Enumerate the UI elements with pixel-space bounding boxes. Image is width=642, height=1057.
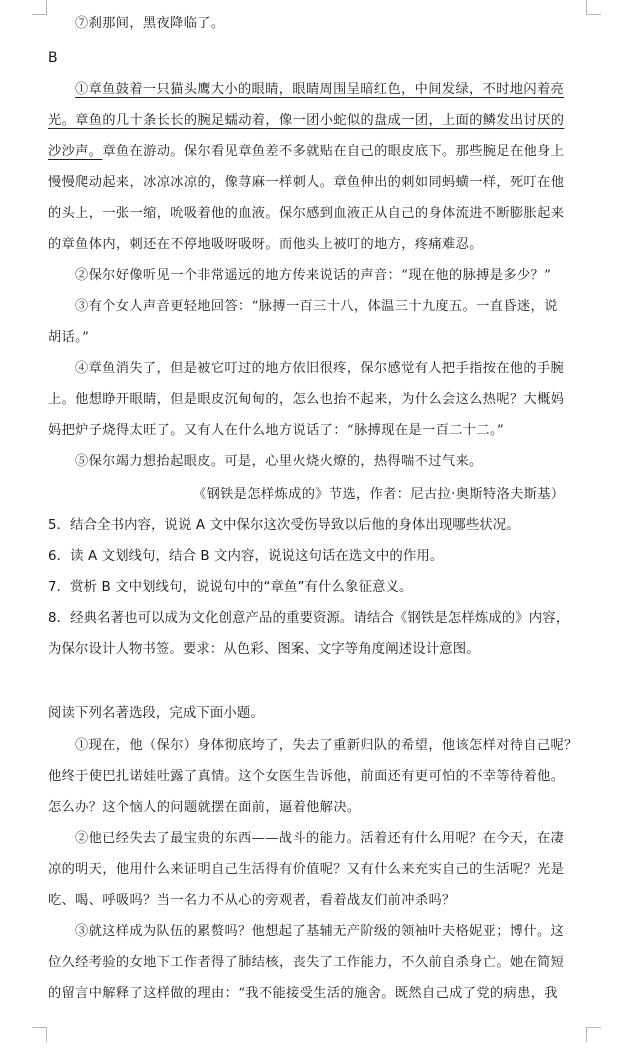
next-p1-line-1: ①现在，他（保尔）身体彻底垮了，失去了重新归队的希望，他该怎样对待自己呢？ [75,738,578,753]
next-p3-line-1: ③就这样成为队伍的累赘吗？他想起了基辅无产阶级的领袖叶夫格妮亚；博什。这 [75,924,565,939]
passage-b-p1-line-3 [48,142,564,162]
passage-b-p1-line-2: 光。章鱼的几十条长长的腕足蠕动着，像一团小蛇似的盘成一团，上面的鳞发出讨厌的 [48,113,565,128]
question-5: 5．结合全书内容，说说 A 文中保尔这次受伤导致以后他的身体出现哪些状况。 [48,518,520,533]
passage-b-p1-line-1: ①章鱼鼓着一只猫头鹰大小的眼睛，眼睛周围呈暗红色，中间发绿，不时地闪着亮 [75,82,565,97]
page-corner-mark-bottom-right [586,1027,601,1042]
passage-b-p4-line-3: 妈把炉子烧得太旺了。又有人在什么地方说话了：“脉搏现在是一百二十二。” [48,423,505,438]
passage-b-paragraph-5: ⑤保尔竭力想抬起眼皮。可是，心里火烧火燎的，热得喘不过气来。 [75,454,483,469]
passage-b-source: 《钢铁是怎样炼成的》节选，作者：尼古拉·奥斯特洛夫斯基） [193,487,565,502]
page-corner-mark-top-left [32,0,47,15]
next-p2-line-3: 吃、喝、呼吸吗？当一名力不从心的旁观者，看着战友们前冲杀吗？ [48,893,456,908]
section-instruction: 阅读下列名著选段，完成下面小题。 [48,706,264,721]
passage-b-p3-line-1: ③有个女人声音更轻地回答：“脉搏一百三十八，体温三十九度五。一直昏迷，说 [75,299,558,314]
passage-b-p1-underlined-end: 沙沙声。 [48,144,103,159]
page-corner-mark-top-right [586,0,601,15]
next-p1-line-3: 怎么办？这个恼人的问题就摆在面前，逼着他解决。 [48,800,361,815]
passage-a-paragraph-7: ⑦刹那间，黑夜降临了。 [75,16,225,31]
next-p2-line-2: 凉的明天，他用什么来证明自己生活得有价值呢？又有什么来充实自己的生活呢？光是 [48,862,565,877]
next-p3-line-2: 位久经考验的女地下工作者得了肺结核，丧失了工作能力，不久前自杀身亡。她在简短 [48,955,565,970]
passage-b-p1-line-5: 的头上，一张一缩，吮吸着他的血液。保尔感到血液正从自己的身体流进不断膨胀起来 [48,206,565,221]
passage-b-p1-line-4: 慢慢爬动起来，冰凉冰凉的，像荨麻一样刺人。章鱼伸出的刺如同蚂蟥一样，死叮在他 [48,175,565,190]
passage-b-label: B [48,50,59,66]
page-corner-mark-bottom-left [32,1027,47,1042]
next-p1-line-2: 他终于使巴扎诺娃吐露了真情。这个女医生告诉他，前面还有更可怕的不幸等待着他。 [48,769,565,784]
passage-b-p4-line-2: 上。他想睁开眼睛，但是眼皮沉甸甸的，怎么也抬不起来，为什么会这么热呢？大概妈 [48,392,565,407]
passage-b-paragraph-2: ②保尔好像听见一个非常遥远的地方传来说话的声音：“现在他的脉搏是多少？” [75,268,552,283]
passage-b-p3-line-2: 胡话。” [48,330,90,345]
question-8-line-2: 为保尔设计人物书签。要求：从色彩、图案、文字等角度阐述设计意图。 [48,642,480,657]
question-6: 6．读 A 文划线句，结合 B 文内容，说说这句话在选文中的作用。 [48,549,444,564]
next-p3-line-3: 的留言中解释了这样做的理由：“我不能接受生活的施舍。既然自己成了党的病患，我 [48,986,558,1001]
next-p2-line-1: ②他已经失去了最宝贵的东西——战斗的能力。活着还有什么用呢？在今天，在凄 [75,831,565,846]
question-7: 7．赏析 B 文中划线句，说说句中的“章鱼”有什么象征意义。 [48,580,413,595]
question-8-line-1: 8．经典名著也可以成为文化创意产品的重要资源。请结合《钢铁是怎样炼成的》内容， [48,611,570,626]
passage-b-p4-line-1: ④章鱼消失了，但是被它叮过的地方依旧很疼，保尔感觉有人把手指按在他的手腕 [75,361,565,376]
passage-b-p1-line-6: 的章鱼体内，刺还在不停地吸呀吸呀。而他头上被叮的地方，疼痛难忍。 [48,237,483,252]
passage-b-p1-line-3-rest: 章鱼在游动。保尔看见章鱼差不多就贴在自己的眼皮底下。那些腕足在他身上 [102,144,565,159]
